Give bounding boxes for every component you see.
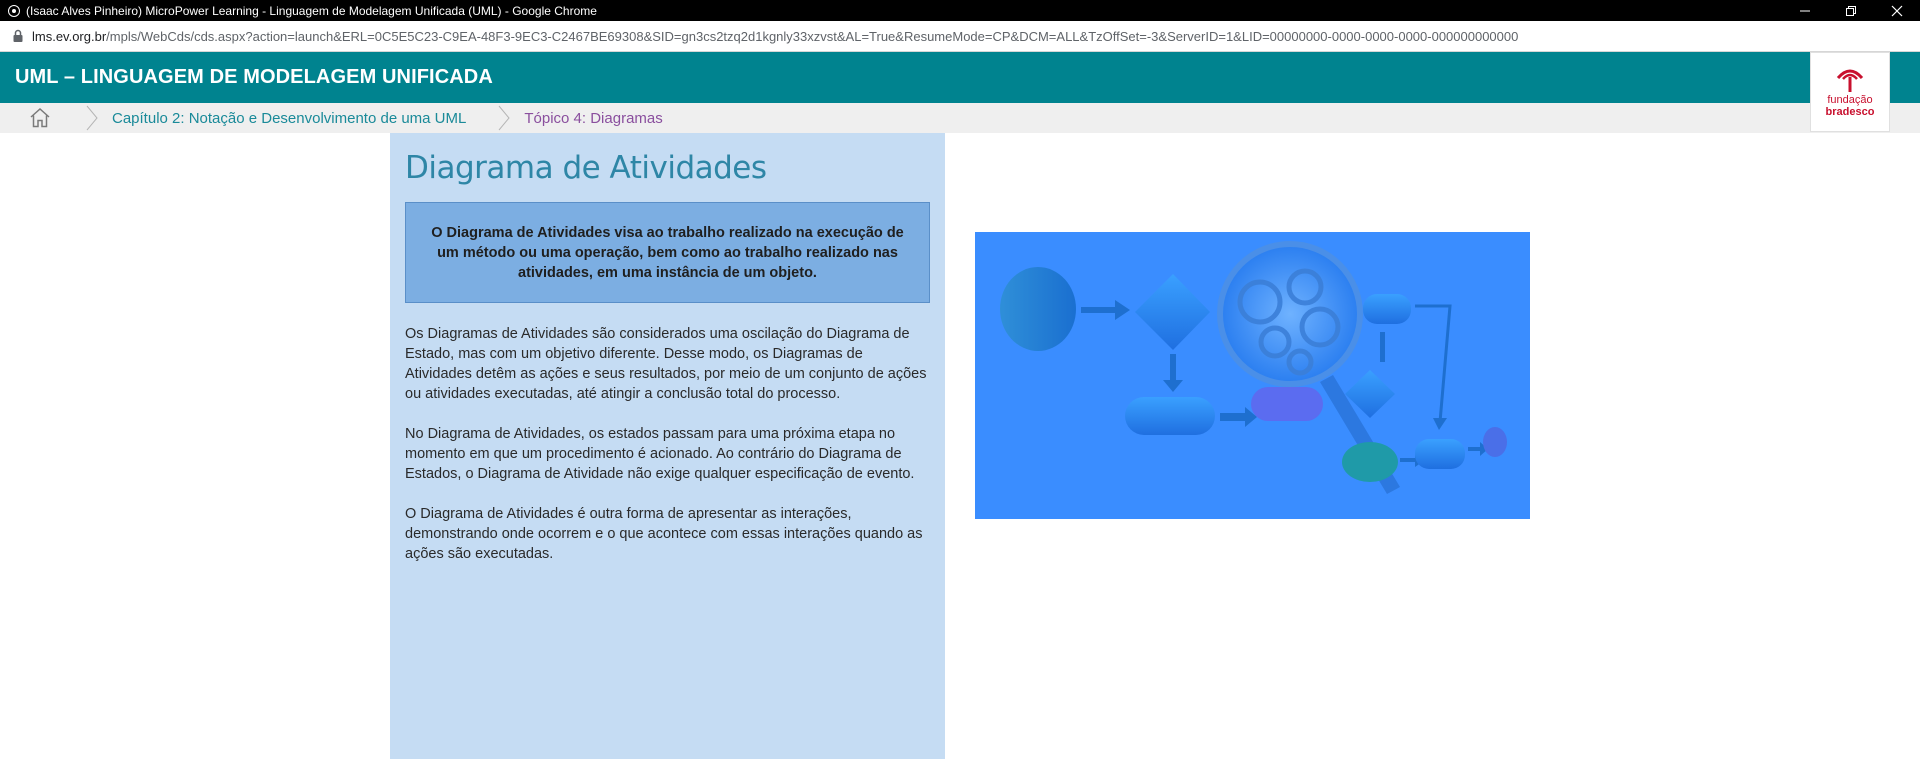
url-path: /mpls/WebCds/cds.aspx?action=launch&ERL=0C5E5C23-C9EA-48F3-9EC3-C2467BE69308&SID=gn3cs2tzq2d1kgnly33xzvst&AL=True&ResumeMode=CP&DCM=ALL&TzOffSet=-3&ServerID=1&LID=00000000-0000-0000-0000-000000000000 <box>106 28 1519 44</box>
course-header <box>0 52 1920 103</box>
address-bar[interactable] <box>0 21 1920 52</box>
decision-node-shape <box>1135 274 1210 350</box>
highlight-text: O Diagrama de Atividades visa ao trabalho realizado na execução de um método ou uma operação, bem como ao trabalho realizado nas atividades, em uma instância de um objeto. <box>431 224 904 281</box>
content-panel <box>390 133 945 759</box>
home-icon[interactable] <box>28 106 52 130</box>
bradesco-tree-icon <box>1835 66 1865 94</box>
start-node-shape <box>1000 267 1076 351</box>
breadcrumb-chevron-icon <box>496 103 512 133</box>
chrome-icon <box>8 5 20 17</box>
window-title: (Isaac Alves Pinheiro) MicroPower Learning - Linguagem de Modelagem Unificada (UML) - Google Chrome <box>26 3 597 18</box>
arrow-shape <box>1163 354 1183 392</box>
restore-button[interactable] <box>1828 0 1874 21</box>
minimize-icon <box>1799 5 1811 17</box>
end-node-shape <box>1483 427 1507 457</box>
breadcrumb-topic: Tópico 4: Diagramas <box>524 109 663 127</box>
arrow-shape <box>1220 407 1257 427</box>
lock-icon <box>12 29 24 43</box>
action-node-shape <box>1342 442 1398 482</box>
action-node-shape <box>1415 439 1465 469</box>
logo-text-bradesco: bradesco <box>1825 106 1875 118</box>
activity-diagram-illustration <box>975 232 1530 519</box>
arrow-shape <box>1081 300 1130 320</box>
restore-icon <box>1845 5 1857 17</box>
close-icon <box>1891 5 1903 17</box>
highlight-box <box>405 202 930 303</box>
close-button[interactable] <box>1874 0 1920 21</box>
action-node-shape <box>1251 387 1323 421</box>
paragraph-2: No Diagrama de Atividades, os estados passam para uma próxima etapa no momento em que um procedimento é acionado. Ao contrário do Diagrama de Estados, o Diagrama de Atividade não exige qualquer especificação de evento. <box>405 426 915 482</box>
flow-line-shape <box>1415 306 1450 422</box>
url-host: lms.ev.org.br <box>32 28 107 44</box>
browser-title-bar <box>0 0 1920 21</box>
minimize-button[interactable] <box>1782 0 1828 21</box>
breadcrumb-chevron-icon <box>84 103 100 133</box>
paragraph-3: O Diagrama de Atividades é outra forma de apresentar as interações, demonstrando onde ocorrem e o que acontece com essas interações quando as ações são executadas. <box>405 506 923 562</box>
diagram-artwork <box>975 232 1530 519</box>
breadcrumb-chapter-link[interactable]: Capítulo 2: Notação e Desenvolvimento de uma UML <box>112 109 467 127</box>
page-title: Diagrama de Atividades <box>405 150 767 186</box>
action-node-shape <box>1125 397 1215 435</box>
course-title: UML – LINGUAGEM DE MODELAGEM UNIFICADA <box>15 66 493 88</box>
fundacao-bradesco-logo <box>1810 52 1890 132</box>
breadcrumb <box>0 103 1920 133</box>
body-text <box>405 324 930 564</box>
logo-text-fundacao: fundação <box>1827 94 1873 106</box>
action-node-shape <box>1363 294 1411 324</box>
paragraph-1: Os Diagramas de Atividades são considerados uma oscilação do Diagrama de Estado, mas com um objetivo diferente. Desse modo, os Diagramas de Atividades detêm as ações e seus resultados, por meio de um conjunto de ações ou atividades executadas, até atingir a conclusão total do processo. <box>405 326 927 402</box>
